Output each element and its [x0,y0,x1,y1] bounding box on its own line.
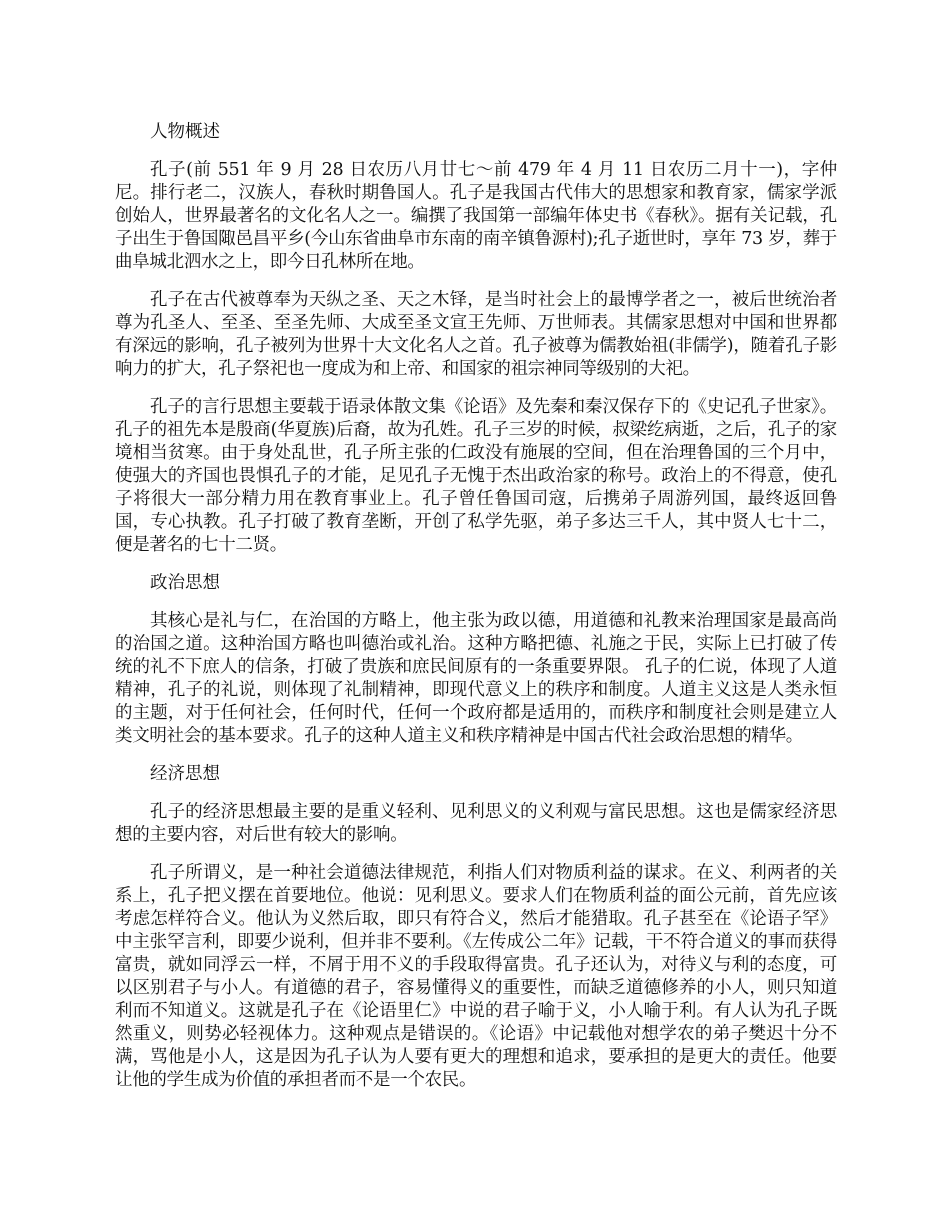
section-heading: 经济思想 [150,764,220,784]
paragraph: 孔子的言行思想主要载于语录体散文集《论语》及先秦和秦汉保存下的《史记孔子世家》。孔子的祖先本是殷商(华夏族)后裔，故为孔姓。孔子三岁的时候，叔梁纥病逝，之后，孔子的家境相当贫寒。由于身处乱世，孔子所主张的仁政没有施展的空间，但在治理鲁国的三个月中，使强大的齐国也畏惧孔子的才能，足见孔子无愧于杰出政治家的称号。政治上的不得意，使孔子将很大一部分精力用在教育事业上。孔子曾任鲁国司寇，后携弟子周游列国，最终返回鲁国，专心执教。孔子打破了教育垄断，开创了私学先驱，弟子多达三千人，其中贤人七十二，便是著名的七十二贤。 [115,397,837,555]
section-political-thought [115,572,837,748]
paragraph: 孔子所谓义，是一种社会道德法律规范，利指人们对物质利益的谋求。在义、利两者的关系上，孔子把义摆在首要地位。他说：见利思义。要求人们在物质利益的面公元前，首先应该考虑怎样符合义。他认为义然后取，即只有符合义，然后才能猎取。孔子甚至在《论语子罕》中主张罕言利，即要少说利，但并非不要利。《左传成公二年》记载，干不符合道义的事而获得富贵，就如同浮云一样，不屑于用不义的手段取得富贵。孔子还认为，对待义与利的态度，可以区别君子与小人。有道德的君子，容易懂得义的重要性，而缺乏道德修养的小人，则只知道利而不知道义。这就是孔子在《论语里仁》中说的君子喻于义，小人喻于利。有人认为孔子既然重义，则势必轻视体力。这种观点是错误的。《论语》中记载他对想学农的弟子樊迟十分不满，骂他是小人，这是因为孔子认为人要有更大的理想和追求，要承担的是更大的责任。他要让他的学生成为价值的承担者而不是一个农民。 [115,863,837,1090]
paragraph: 其核心是礼与仁，在治国的方略上，他主张为政以德，用道德和礼教来治理国家是最高尚的治国之道。这种治国方略也叫德治或礼治。这种方略把德、礼施之于民，实际上已打破了传统的礼不下庶人的信条，打破了贵族和庶民间原有的一条重要界限。 孔子的仁说，体现了人道精神，孔子的礼说，则体现了礼制精神，即现代意义上的秩序和制度。人道主义这是人类永恒的主题，对于任何社会，任何时代，任何一个政府都是适用的，而秩序和制度社会则是建立人类文明社会的基本要求。孔子的这种人道主义和秩序精神是中国古代社会政治思想的精华。 [115,611,837,746]
paragraph: 孔子(前 551 年 9 月 28 日农历八月廿七～前 479 年 4 月 11 日农历二月十一)，字仲尼。排行老二，汉族人，春秋时期鲁国人。孔子是我国古代伟大的思想家和教育家，儒家学派创始人，世界最著名的文化名人之一。编撰了我国第一部编年体史书《春秋》。据有关记载，孔子出生于鲁国陬邑昌平乡(今山东省曲阜市东南的南辛镇鲁源村);孔子逝世时，享年 73 岁，葬于曲阜城北泗水之上，即今日孔林所在地。 [115,160,837,272]
section-overview [115,121,837,557]
paragraph: 孔子的经济思想最主要的是重义轻利、见利思义的义利观与富民思想。这也是儒家经济思想的主要内容，对后世有较大的影响。 [115,802,837,845]
section-heading: 政治思想 [150,573,220,593]
paragraph: 孔子在古代被尊奉为天纵之圣、天之木铎，是当时社会上的最博学者之一，被后世统治者尊为孔圣人、至圣、至圣先师、大成至圣文宣王先师、万世师表。其儒家思想对中国和世界都有深远的影响，孔子被列为世界十大文化名人之首。孔子被尊为儒教始祖(非儒学)，随着孔子影响力的扩大，孔子祭祀也一度成为和上帝、和国家的祖宗神同等级别的大祀。 [115,290,837,379]
section-heading: 人物概述 [150,122,220,142]
section-economic-thought [115,763,837,1092]
document-page [115,121,837,1107]
